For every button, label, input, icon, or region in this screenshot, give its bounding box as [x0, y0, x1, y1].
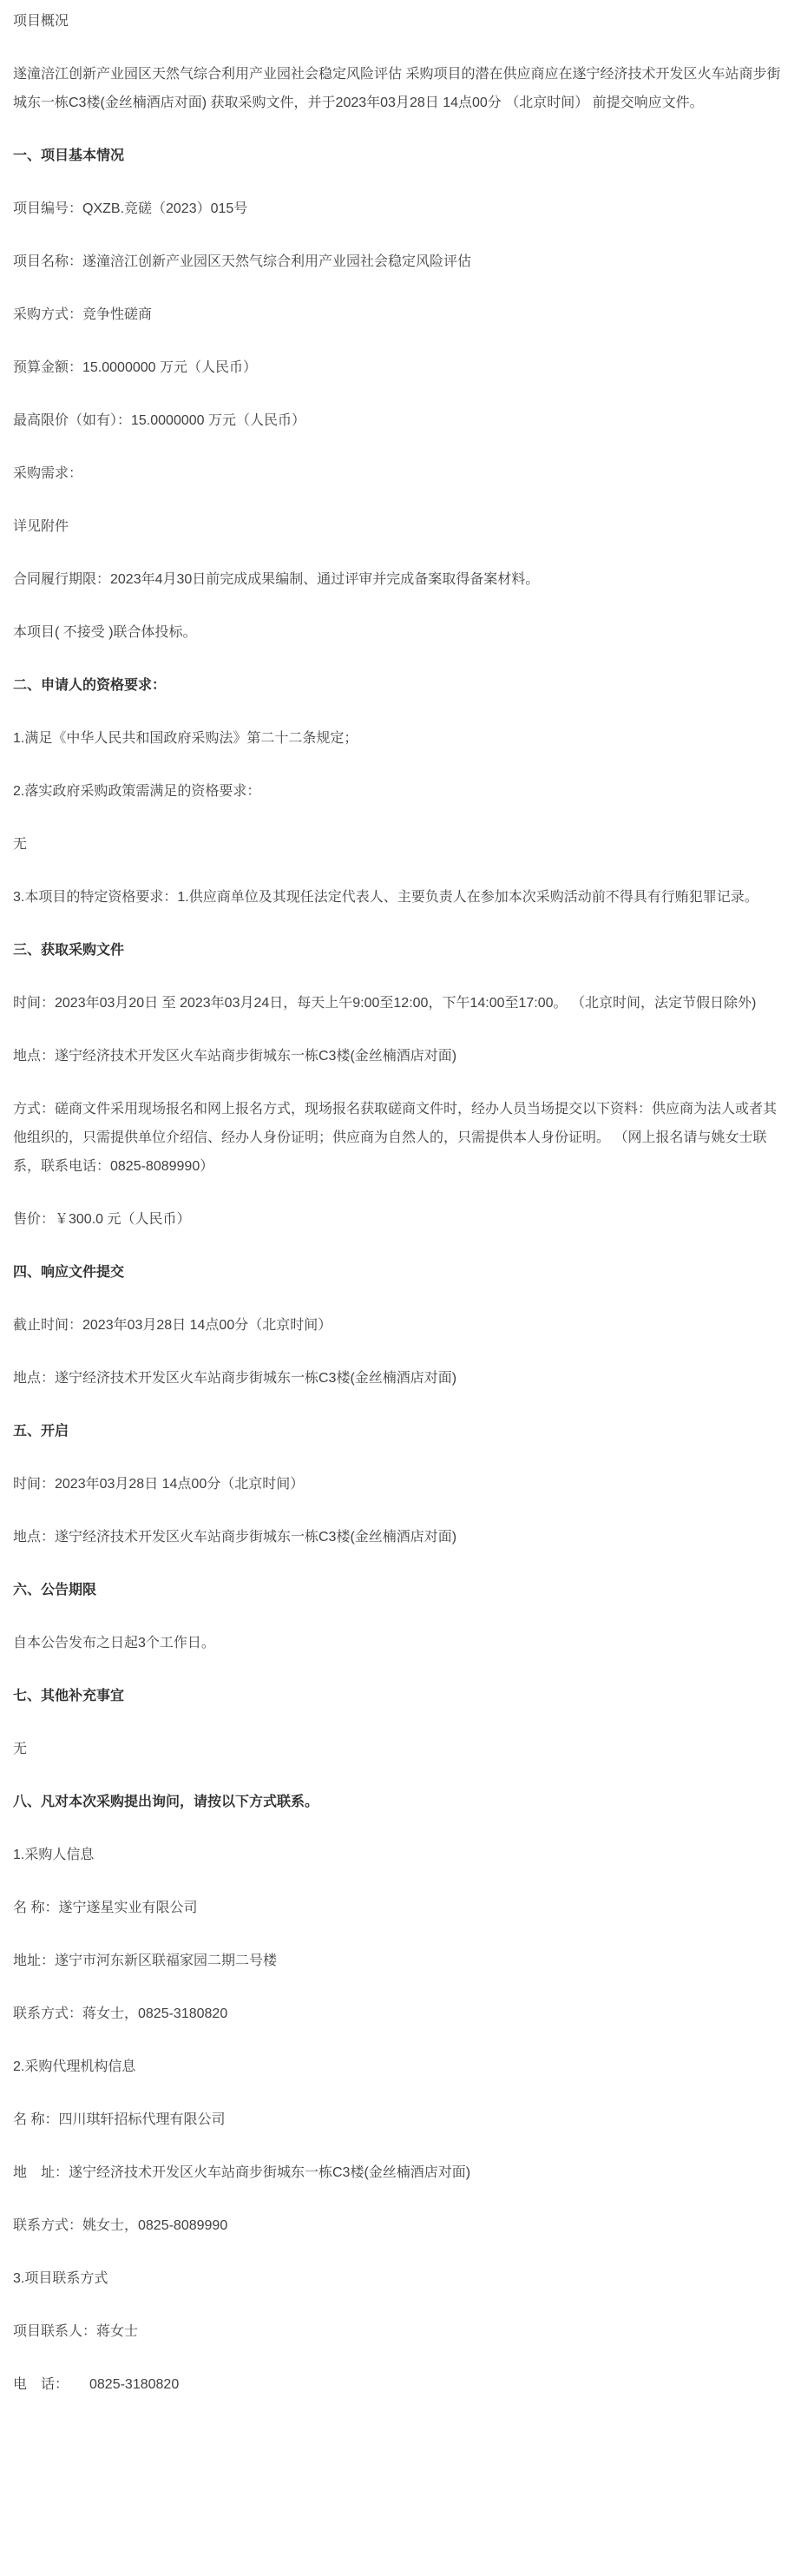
section-paragraph: 名 称：遂宁遂星实业有限公司 — [13, 1901, 198, 1915]
section-paragraph: 方式：磋商文件采用现场报名和网上报名方式，现场报名获取磋商文件时，经办人员当场提交以下资料：供应商为法人或者其他组织的，只需提供单位介绍信、经办人身份证明；供应商为自然人的，只需提供本人身份证明。 （网上报名请与姚女士联系，联系电话：0825-8089990） — [13, 1102, 778, 1174]
section-paragraph: 地点：遂宁经济技术开发区火车站商步街城东一栋C3楼(金丝楠酒店对面) — [13, 1049, 457, 1064]
section-heading: 八、凡对本次采购提出询问，请按以下方式联系。 — [13, 1795, 319, 1809]
section-paragraph: 最高限价（如有）：15.0000000 万元（人民币） — [13, 413, 305, 428]
section-heading: 六、公告期限 — [13, 1583, 97, 1598]
section-paragraph: 联系方式：蒋女士，0825-3180820 — [13, 2006, 228, 2021]
project-overview: 遂潼涪江创新产业园区天然气综合利用产业园社会稳定风险评估 采购项目的潜在供应商应在遂宁经济技术开发区火车站商步街城东一栋C3楼(金丝楠酒店对面) 获取采购文件，并于2023年03月28日 14点00分 （北京时间） 前提交响应文件。 — [13, 67, 781, 110]
section-paragraph: 3.本项目的特定资格要求：1.供应商单位及其现任法定代表人、主要负责人在参加本次采购活动前不得具有行贿犯罪记录。 — [13, 890, 758, 905]
section-paragraph: 采购需求： — [13, 466, 83, 481]
section-paragraph: 2.落实政府采购政策需满足的资格要求： — [13, 784, 261, 799]
section-paragraph: 截止时间：2023年03月28日 14点00分（北京时间） — [13, 1318, 332, 1333]
section-paragraph: 1.采购人信息 — [13, 1848, 95, 1862]
section-paragraph: 名 称：四川琪轩招标代理有限公司 — [13, 2112, 226, 2127]
section-paragraph: 3.项目联系方式 — [13, 2271, 108, 2286]
section-paragraph: 时间：2023年03月20日 至 2023年03月24日，每天上午9:00至12:00，下午14:00至17:00。 （北京时间，法定节假日除外) — [13, 996, 757, 1011]
section-heading: 七、其他补充事宜 — [13, 1689, 125, 1703]
section-heading: 一、项目基本情况 — [13, 148, 125, 163]
section-paragraph: 采购方式：竞争性磋商 — [13, 307, 153, 322]
section-heading: 四、响应文件提交 — [13, 1265, 125, 1280]
section-paragraph: 项目名称：遂潼涪江创新产业园区天然气综合利用产业园社会稳定风险评估 — [13, 254, 472, 269]
section-paragraph: 项目编号：QXZB.竞磋（2023）015号 — [13, 201, 248, 216]
section-heading: 三、获取采购文件 — [13, 943, 125, 958]
section-paragraph: 本项目( 不接受 )联合体投标。 — [13, 625, 197, 640]
section-paragraph: 联系方式：姚女士，0825-8089990 — [13, 2218, 228, 2233]
section-paragraph: 2.采购代理机构信息 — [13, 2059, 136, 2074]
section-paragraph: 无 — [13, 1742, 28, 1756]
section-heading: 五、开启 — [13, 1424, 69, 1439]
section-paragraph: 预算金额：15.0000000 万元（人民币） — [13, 360, 257, 375]
section-paragraph: 地点：遂宁经济技术开发区火车站商步街城东一栋C3楼(金丝楠酒店对面) — [13, 1371, 457, 1386]
section-paragraph: 详见附件 — [13, 519, 69, 534]
section-paragraph: 售价：￥300.0 元（人民币） — [13, 1212, 191, 1227]
section-paragraph: 自本公告发布之日起3个工作日。 — [13, 1636, 215, 1650]
section-paragraph: 时间：2023年03月28日 14点00分（北京时间） — [13, 1477, 305, 1492]
section-paragraph: 无 — [13, 837, 28, 852]
section-paragraph: 地点：遂宁经济技术开发区火车站商步街城东一栋C3楼(金丝楠酒店对面) — [13, 1530, 457, 1545]
section-paragraph: 地 址：遂宁经济技术开发区火车站商步街城东一栋C3楼(金丝楠酒店对面) — [13, 2165, 471, 2180]
section-paragraph: 项目联系人：蒋女士 — [13, 2324, 139, 2339]
section-paragraph: 地址：遂宁市河东新区联福家园二期二号楼 — [13, 1953, 278, 1968]
sections-container — [13, 142, 785, 2399]
section-paragraph: 1.满足《中华人民共和国政府采购法》第二十二条规定； — [13, 731, 358, 746]
section-paragraph: 电 话： 0825-3180820 — [13, 2377, 180, 2392]
page-title: 项目概况 — [13, 14, 69, 29]
section-heading: 二、申请人的资格要求： — [13, 678, 167, 693]
section-paragraph: 合同履行期限：2023年4月30日前完成成果编制、通过评审并完成备案取得备案材料。 — [13, 572, 540, 587]
